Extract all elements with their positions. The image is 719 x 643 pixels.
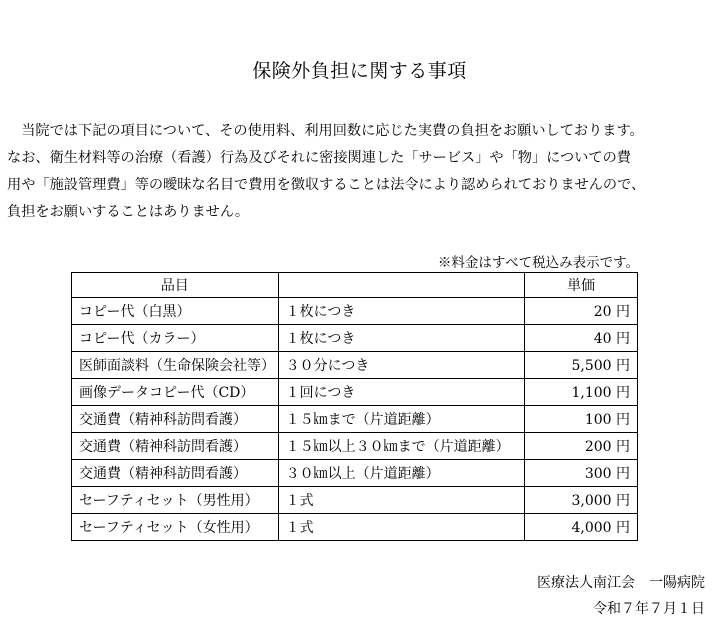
price-cell: 3,000 円 [525,487,638,514]
price-cell: 100 円 [525,406,638,433]
item-cell: 交通費（精神科訪問看護） [72,406,279,433]
unit-cell: １５㎞まで（片道距離） [278,406,524,433]
price-cell: 5,500 円 [525,352,638,379]
item-cell: コピー代（白黒） [72,298,279,325]
unit-cell: １式 [278,487,524,514]
intro-paragraph [7,118,713,226]
price-cell: 40 円 [525,325,638,352]
header-item: 品目 [72,273,279,298]
organization-name: 医療法人南江会 一陽病院 [537,575,705,591]
unit-cell: １回につき [278,379,524,406]
item-cell: 画像データコピー代（CD） [72,379,279,406]
table-row [72,325,638,352]
table-row [72,487,638,514]
fee-table [71,272,638,541]
price-cell: 20 円 [525,298,638,325]
tax-note: ※料金はすべて税込み表示です。 [437,255,639,271]
intro-line: 当院では下記の項目について、その使用料、利用回数に応じた実費の負担をお願いしております。 [7,123,644,139]
unit-cell: １５㎞以上３０㎞まで（片道距離） [278,433,524,460]
item-cell: セーフティセット（女性用） [72,514,279,541]
page-title: 保険外負担に関する事項 [252,60,467,82]
item-cell: セーフティセット（男性用） [72,487,279,514]
unit-cell: １式 [278,514,524,541]
table-row [72,514,638,541]
table-row [72,406,638,433]
item-cell: 交通費（精神科訪問看護） [72,433,279,460]
price-cell: 1,100 円 [525,379,638,406]
table-row [72,352,638,379]
table-row [72,379,638,406]
price-cell: 200 円 [525,433,638,460]
unit-cell: １枚につき [278,325,524,352]
intro-line: 用や「施設管理費」等の曖昧な名目で費用を徴収することは法令により認められておりませんので、 [7,177,646,193]
price-cell: 300 円 [525,460,638,487]
table-header-row [72,273,638,298]
table-row [72,298,638,325]
unit-cell: ３０分につき [278,352,524,379]
price-cell: 4,000 円 [525,514,638,541]
item-cell: コピー代（カラー） [72,325,279,352]
item-cell: 医師面談料（生命保険会社等） [72,352,279,379]
unit-cell: ３０㎞以上（片道距離） [278,460,524,487]
unit-cell: １枚につき [278,298,524,325]
intro-line: なお、衛生材料等の治療（看護）行為及びそれに密接関連した「サービス」や「物」についての費 [7,150,631,166]
intro-line: 負担をお願いすることはありません。 [7,204,250,220]
table-row [72,460,638,487]
item-cell: 交通費（精神科訪問看護） [72,460,279,487]
document-date: 令和７年７月１日 [593,601,705,617]
table-row [72,433,638,460]
header-price: 単価 [525,273,638,298]
header-unit [278,273,524,298]
